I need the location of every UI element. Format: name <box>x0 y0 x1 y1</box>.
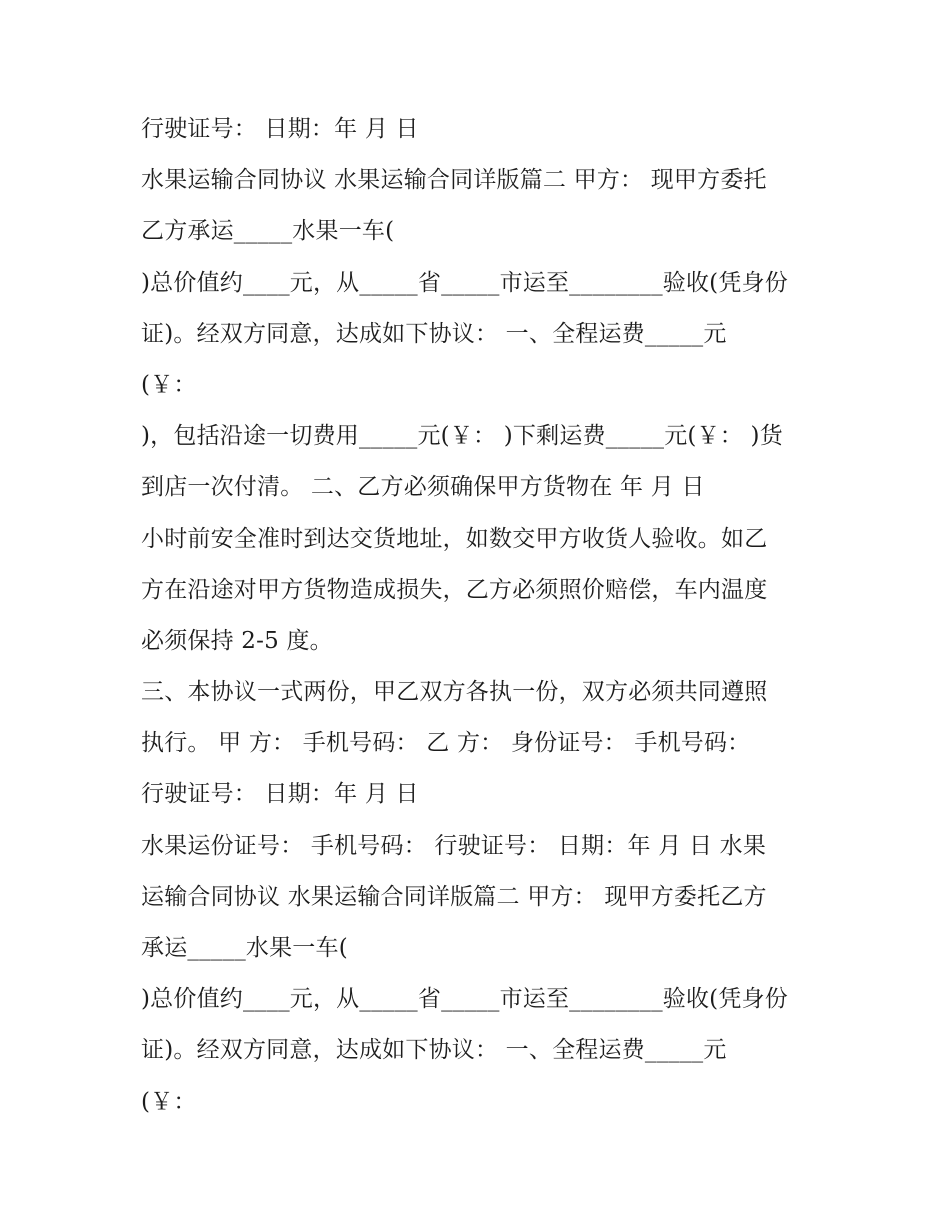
text-line: 到店一次付清。 二、乙方必须确保甲方货物在 年 月 日 <box>141 474 705 501</box>
text-line: 乙方承运_____水果一车( <box>141 218 395 245</box>
text-line: 三、本协议一式两份，甲乙双方各执一份，双方必须共同遵照 <box>141 679 768 706</box>
text-line: 运输合同协议 水果运输合同详版篇二 甲方： 现甲方委托乙方 <box>141 883 767 910</box>
text-line: 水果运输合同协议 水果运输合同详版篇二 甲方： 现甲方委托 <box>141 167 767 194</box>
document-body <box>141 104 821 1128</box>
text-line: 证)。经双方同意，达成如下协议： 一、全程运费_____元 <box>141 320 727 347</box>
text-line: )，包括沿途一切费用_____元(￥： )下剩运费_____元(￥： )货 <box>141 423 783 450</box>
text-line: 方在沿途对甲方货物造成损失，乙方必须照价赔偿，车内温度 <box>141 576 768 603</box>
text-line: (￥： <box>141 371 197 398</box>
text-line: 行驶证号： 日期：年 月 日 <box>141 781 419 808</box>
text-line: (￥： <box>141 1088 197 1115</box>
text-line: )总价值约____元，从_____省_____市运至________验收(凭身份 <box>141 986 788 1013</box>
text-line: 小时前安全准时到达交货地址，如数交甲方收货人验收。如乙 <box>141 525 768 552</box>
text-line: 执行。 甲 方： 手机号码： 乙 方： 身份证号： 手机号码： <box>141 730 751 757</box>
text-line: )总价值约____元，从_____省_____市运至________验收(凭身份 <box>141 269 788 296</box>
text-line: 行驶证号： 日期：年 月 日 <box>141 116 419 142</box>
text-line: 证)。经双方同意，达成如下协议： 一、全程运费_____元 <box>141 1037 727 1064</box>
text-line: 水果运份证号： 手机号码： 行驶证号： 日期：年 月 日 水果 <box>141 832 767 859</box>
text-line: 必须保持 2-5 度。 <box>141 627 333 654</box>
text-line: 承运_____水果一车( <box>141 935 348 961</box>
